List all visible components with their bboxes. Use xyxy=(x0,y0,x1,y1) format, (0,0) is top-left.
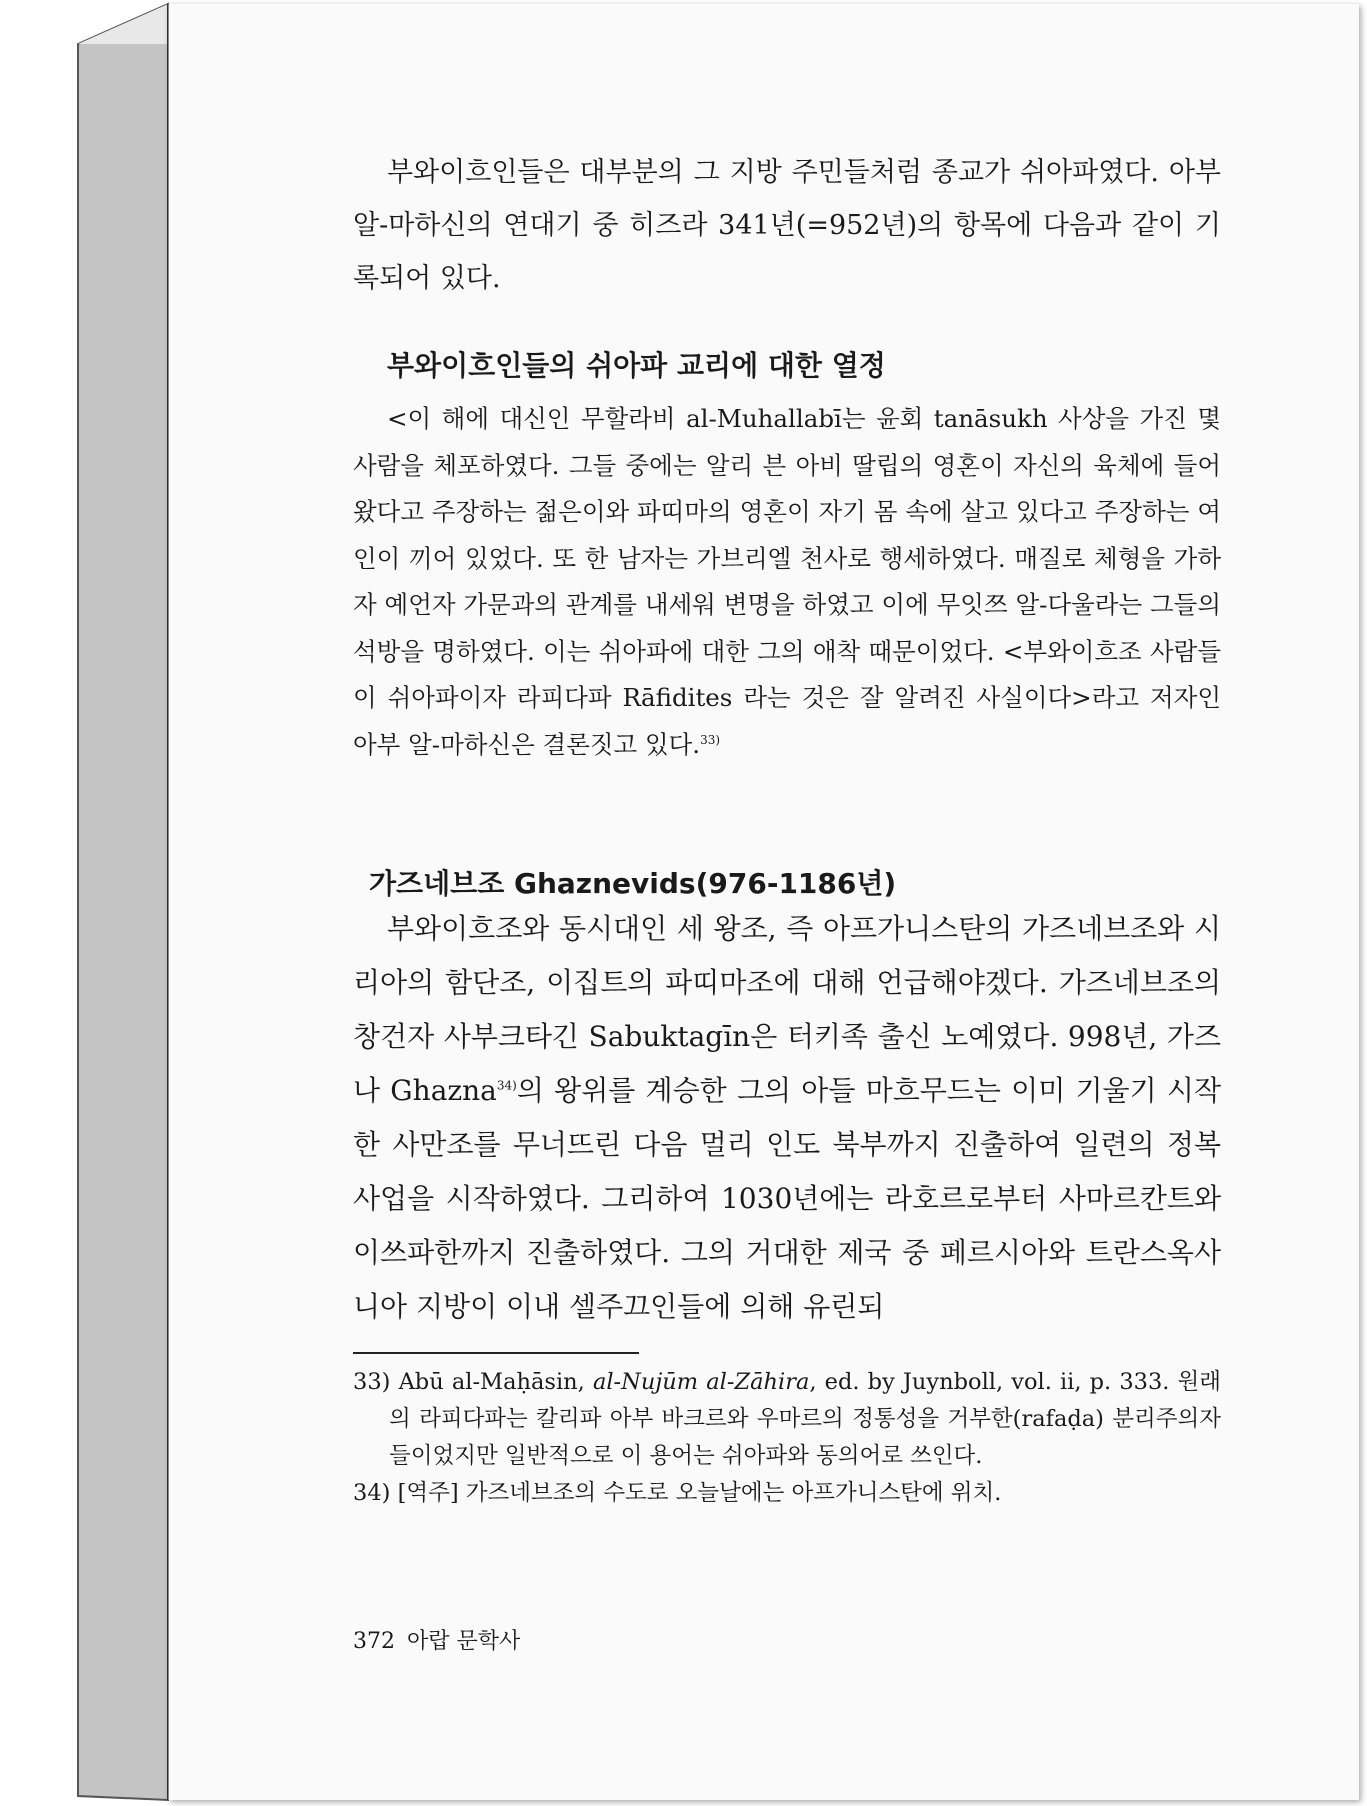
section-heading-ghaznevids: 가즈네브조 Ghaznevids(976-1186년) xyxy=(369,867,897,900)
book-title: 아랍 문학사 xyxy=(407,1629,521,1654)
book-page xyxy=(168,4,1359,1800)
quote-paragraph xyxy=(353,396,1221,768)
section-heading-shia-zeal: 부와이흐인들의 쉬아파 교리에 대한 열정 xyxy=(387,349,886,382)
footnote-33-author: Abū al-Maḥāsin, xyxy=(398,1369,585,1395)
page-footer xyxy=(353,1624,532,1655)
footnote-33-title: al-Nujūm al-Zāhira xyxy=(592,1369,810,1395)
footnote-33 xyxy=(353,1364,1221,1475)
page-number: 372 xyxy=(353,1629,395,1654)
book-spine xyxy=(0,0,180,1806)
footnote-33-text: , ed. by Juynboll, vol. ii, p. 333. 원래의 라피다파는 칼리파 아부 바크르와 우마르의 정통성을 거부한(rafaḍa) 분리주의자들이었지만 일반적으로 이 용어는 쉬아파와 동의어로 쓰인다. xyxy=(389,1369,1222,1469)
footnote-divider xyxy=(353,1352,639,1354)
footnote-ref-34: 34) xyxy=(496,1078,517,1093)
ghaznevids-text-2: 의 왕위를 계승한 그의 아들 마흐무드는 이미 기울기 시작한 사만조를 무너뜨린 다음 멀리 인도 북부까지 진출하여 일련의 정복 사업을 시작하였다. 그리하여 1030년에는 라호르로부터 사마르칸트와 이쓰파한까지 진출하였다. 그의 거대한 제국 중 페르시아와 트란스옥사니아 지방이 이내 셀주끄인들에 의해 유린되 xyxy=(353,1074,1222,1323)
ghaznevids-text-1: 부와이흐조와 동시대인 세 왕조, 즉 아프가니스탄의 가즈네브조와 시리아의 함단조, 이집트의 파띠마조에 대해 언급해야겠다. 가즈네브조의 창건자 사부크타긴 Sabuktagīn은 터키족 출신 노예였다. 998년, 가즈나 Ghazna xyxy=(353,912,1221,1107)
footnote-34-number: 34) xyxy=(353,1480,391,1506)
footnote-33-number: 33) xyxy=(353,1369,391,1395)
footnote-ref-33: 33) xyxy=(700,732,721,747)
ghaznevids-paragraph xyxy=(353,902,1221,1334)
footnote-34 xyxy=(353,1475,1221,1512)
intro-paragraph: 부와이흐인들은 대부분의 그 지방 주민들처럼 종교가 쉬아파였다. 아부 알-마하신의 연대기 중 히즈라 341년(=952년)의 항목에 다음과 같이 기록되어 있다. xyxy=(353,157,1221,294)
quote-text: <이 해에 대신인 무할라비 al-Muhallabī는 윤회 tanāsukh 사상을 가진 몇 사람을 체포하였다. 그들 중에는 알리 븐 아비 딸립의 영혼이 자신의 육체에 들어왔다고 주장하는 젊은이와 파띠마의 영혼이 자기 몸 속에 살고 있다고 주장하는 여인이 끼어 있었다. 또 한 남자는 가브리엘 천사로 행세하였다. 매질로 체형을 가하자 예언자 가문과의 관계를 내세워 변명을 하였고 이에 무잇쯔 알-다울라는 그들의 석방을 명하였다. 이는 쉬아파에 대한 그의 애착 때문이었다. <부와이흐조 사람들이 쉬아파이자 라피다파 Rāfidites 라는 것은 잘 알려진 사실이다>라고 저자인 아부 알-마하신은 결론짓고 있다. xyxy=(353,404,1221,759)
footnote-34-text: [역주] 가즈네브조의 수도로 오늘날에는 아프가니스탄에 위치. xyxy=(397,1480,1002,1506)
footnotes xyxy=(353,1364,1221,1512)
